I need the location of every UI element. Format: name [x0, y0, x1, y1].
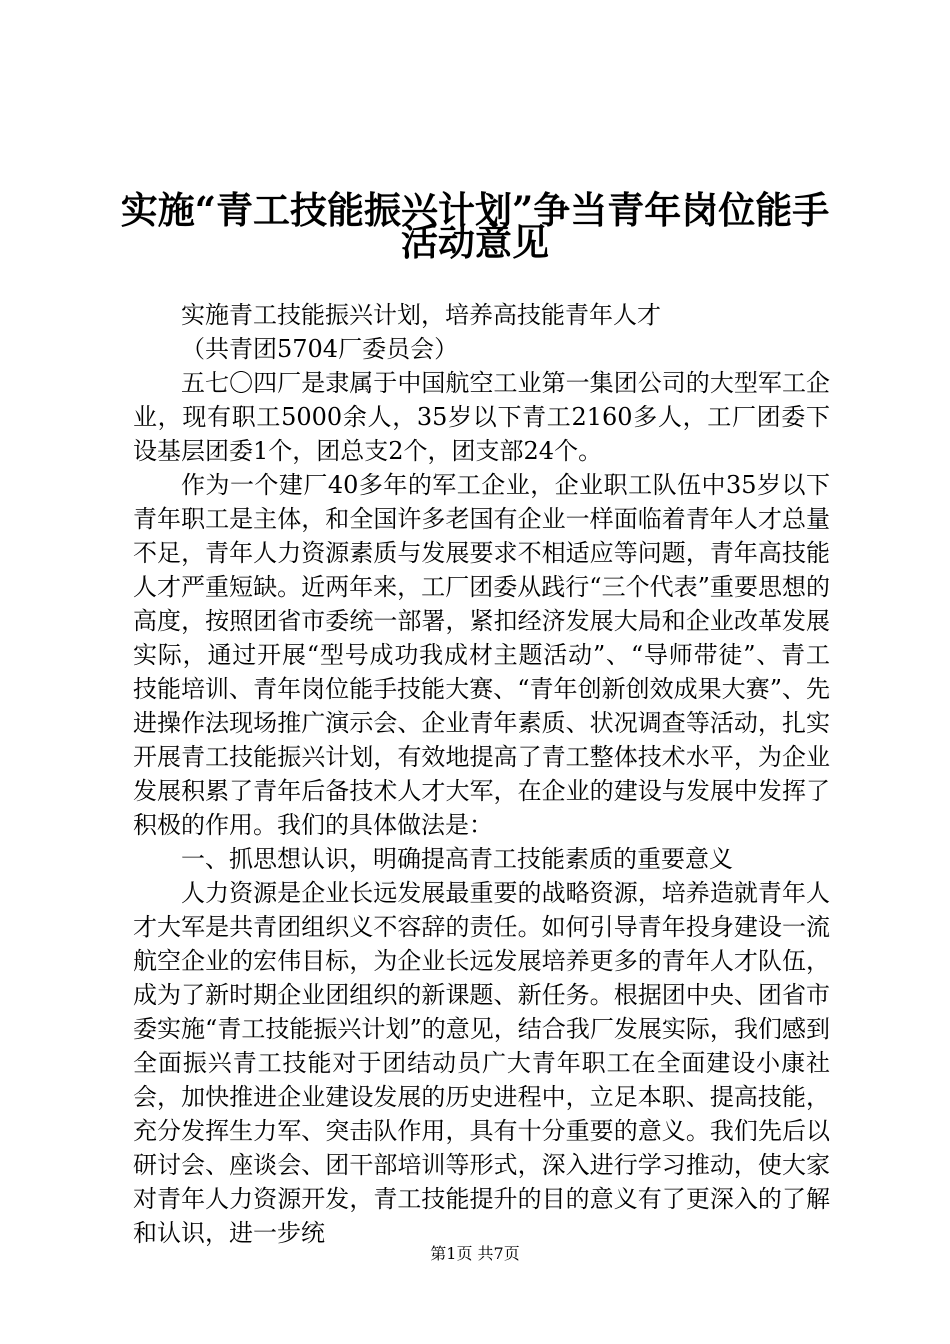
subtitle-paragraph: 实施青工技能振兴计划，培养高技能青年人才	[181, 301, 661, 329]
body-paragraph: 作为一个建厂40多年的军工企业，企业职工队伍中35岁以下青年职工是主体，和全国许多老国有企业一样面临着青年人才总量不足，青年人力资源素质与发展要求不相适应等问题，青年高技能人才严重短缺。近两年来，工厂团委从践行“三个代表”重要思想的高度，按照团省市委统一部署，紧扣经济发展大局和企业改革发展实际，通过开展“型号成功我成材主题活动”、“导师带徒”、青工技能培训、青年岗位能手技能大赛、“青年创新创效成果大赛”、先进操作法现场推广演示会、企业青年素质、状况调查等活动，扎实开展青工技能振兴计划，有效地提高了青工整体技术水平，为企业发展积累了青年后备技术人才大军，在企业的建设与发展中发挥了积极的作用。我们的具体做法是：	[133, 471, 830, 839]
document-title-line-1: 实施“青工技能振兴计划”争当青年岗位能手	[120, 188, 830, 232]
document-body	[133, 298, 830, 1250]
document-title-line-2: 活动意见	[401, 220, 549, 264]
section-heading: 一、抓思想认识，明确提高青工技能素质的重要意义	[181, 845, 733, 873]
page-footer: 第1页 共7页	[430, 1244, 520, 1263]
body-paragraph: 五七〇四厂是隶属于中国航空工业第一集团公司的大型军工企业，现有职工5000余人，35岁以下青工2160多人，工厂团委下设基层团委1个，团总支2个，团支部24个。	[133, 369, 830, 465]
body-paragraph: 人力资源是企业长远发展最重要的战略资源，培养造就青年人才大军是共青团组织义不容辞的责任。如何引导青年投身建设一流航空企业的宏伟目标，为企业长远发展培养更多的青年人才队伍，成为了新时期企业团组织的新课题、新任务。根据团中央、团省市委实施“青工技能振兴计划”的意见，结合我厂发展实际，我们感到全面振兴青工技能对于团结动员广大青年职工在全面建设小康社会，加快推进企业建设发展的历史进程中，立足本职、提高技能，充分发挥生力军、突击队作用，具有十分重要的意义。我们先后以研讨会、座谈会、团干部培训等形式，深入进行学习推动，使大家对青年人力资源开发，青工技能提升的目的意义有了更深入的了解和认识，进一步统	[133, 879, 830, 1247]
author-paragraph: （共青团5704厂委员会）	[181, 335, 459, 363]
